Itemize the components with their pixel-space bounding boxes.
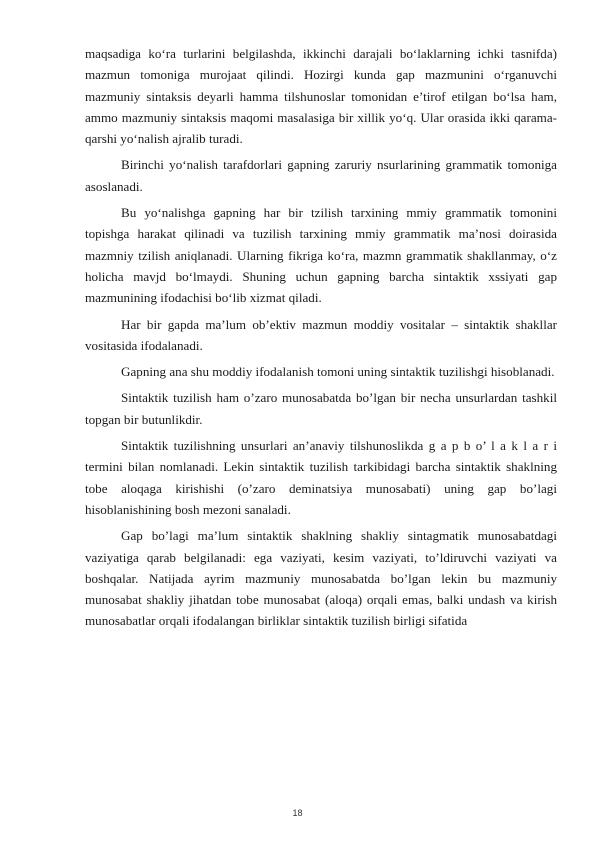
paragraph-3: Bu yo‘nalishga gapning har bir tzilish tarxining mmiy grammatik tomonini topishga harakat qilinadi va tuzilish tarxining mmiy grammatik ma’nosi doirasida mazmniy tzilish aniqlanadi. Ularning fikriga ko‘ra, mazmn grammatik shakllanmay, o‘z holicha mavjd bo‘lmaydi. Shuning uchun gapning barcha sintaktik xssiyati gap mazmunining ifodachisi bo‘lib xizmat qiladi. xyxy=(85,205,557,306)
paragraph-4: Har bir gapda ma’lum ob’ektiv mazmun moddiy vositalar – sintaktik shakllar vositasida ifodalanadi. xyxy=(85,316,557,353)
paragraph-8: Gap bo’lagi ma’lum sintaktik shaklning shakliy sintagmatik munosabatdagi vaziyatiga qarab belgilanadi: ega vaziyati, kesim vaziyati, to’ldiruvchi vaziyati va boshqalar. Natijada ayrim mazmuniy munosabatda bo’lgan lekin bu mazmuniy munosabat shakliy jihatdan tobe munosabat (aloqa) orqali emas, balki undash va kirish munosabatlar orqali ifodalangan birliklar sintaktik tuzilish birligi sifatida xyxy=(85,528,557,629)
paragraph-5: Gapning ana shu moddiy ifodalanish tomoni uning sintaktik tuzilishgi hisoblanadi. xyxy=(121,364,555,380)
paragraph-1: maqsadiga ko‘ra turlarini belgilashda, ikkinchi darajali bo‘laklarning ichki tasnifda) mazmun tomoniga murojaat qilindi. Hozirgi kunda gap mazmunini o‘rganuvchi mazmuniy sintaksis deyarli hamma tilshunoslar tomonidan e’tirof etilgan bo‘lsa ham, ammo mazmuniy sintaksis maqomi masalasiga bir xillik yo‘q. Ular orasida ikki qarama-qarshi yo‘nalish ajralib turadi. xyxy=(85,46,557,147)
paragraph-2: Birinchi yo‘nalish tarafdorlari gapning zaruriy nsurlarining grammatik tomoniga asoslanadi. xyxy=(85,157,557,194)
page-number: 18 xyxy=(292,808,303,818)
paragraph-7: Sintaktik tuzilishning unsurlari an’anaviy tilshunoslikda g a p b o’ l a k l a r i termini bilan nomlanadi. Lekin sintaktik tuzilish tarkibidagi barcha sintaktik shaklning tobe aloqaga kirishishi (o’zaro deminatsiya munosabati) uning gap bo’lagi hisoblanishining bosh mezoni sanaladi. xyxy=(85,438,557,517)
paragraph-6: Sintaktik tuzilish ham o’zaro munosabatda bo’lgan bir necha unsurlardan tashkil topgan bir butunlikdir. xyxy=(85,390,557,427)
page-body xyxy=(85,43,557,632)
